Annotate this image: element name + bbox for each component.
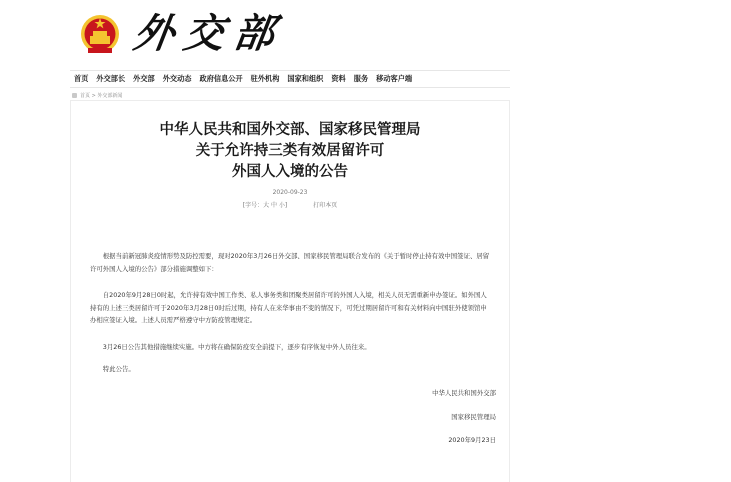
article-title bbox=[70, 120, 510, 183]
breadcrumb bbox=[72, 92, 122, 99]
signature-mfa: 中华人民共和国外交部 bbox=[432, 389, 496, 397]
main-nav bbox=[70, 70, 510, 88]
title-line-2: 关于允许持三类有效居留许可 bbox=[195, 143, 385, 159]
article-paragraph: 特此公告。 bbox=[102, 365, 135, 373]
publish-date: 2020-09-23 bbox=[272, 189, 308, 196]
nav-services[interactable]: 服务 bbox=[353, 74, 369, 83]
national-emblem-icon bbox=[80, 12, 120, 56]
article-paragraph: 根据当前新冠肺炎疫情形势及防控需要，现对2020年3月26日外交部、国家移民管理局联合发布的《关于暂时停止持有效中国签证、居留许可外国人入境的公告》部分措施调整如下： bbox=[90, 252, 490, 273]
article-paragraph: 3月26日公告其他措施继续实施。中方将在确保防疫安全前提下，逐步有序恢复中外人员往来。 bbox=[102, 343, 371, 351]
nav-missions[interactable]: 驻外机构 bbox=[250, 74, 280, 83]
site-logo-text[interactable]: 外交部 bbox=[130, 10, 288, 57]
site-header bbox=[0, 0, 731, 70]
nav-ministry[interactable]: 外交部 bbox=[133, 74, 155, 83]
nav-minister[interactable]: 外交部长 bbox=[96, 74, 126, 83]
article-tools bbox=[70, 200, 510, 209]
nav-countries[interactable]: 国家和组织 bbox=[287, 74, 324, 83]
breadcrumb-text[interactable]: 首页 > 外交部新闻 bbox=[80, 93, 123, 99]
nav-home[interactable]: 首页 bbox=[74, 74, 89, 83]
article-paragraph: 自2020年9月28日0时起，允许持有效中国工作类、私人事务类和团聚类居留许可的外国人入境，相关人员无需重新申办签证。如外国人持有的上述三类居留许可于2020年3月28日0时后过期，持有人在来华事由不变的情况下，可凭过期居留许可和有关材料向中国驻外使领馆申办相应签证入境。上述人员需严格遵守中方防疫管理规定。 bbox=[90, 291, 487, 324]
nav-gov-info[interactable]: 政府信息公开 bbox=[199, 74, 243, 83]
font-size-control[interactable]: [字号：大 中 小] bbox=[242, 202, 288, 209]
home-icon bbox=[72, 93, 77, 98]
title-line-3: 外国人入境的公告 bbox=[232, 164, 348, 180]
nav-news[interactable]: 外交动态 bbox=[162, 74, 192, 83]
title-line-1: 中华人民共和国外交部、国家移民管理局 bbox=[159, 122, 421, 138]
print-link[interactable]: 打印本页 bbox=[313, 202, 338, 209]
nav-mobile-app[interactable]: 移动客户端 bbox=[376, 74, 413, 83]
signature-date: 2020年9月23日 bbox=[448, 436, 496, 444]
signature-nia: 国家移民管理局 bbox=[451, 413, 496, 421]
nav-resources[interactable]: 资料 bbox=[331, 74, 346, 83]
